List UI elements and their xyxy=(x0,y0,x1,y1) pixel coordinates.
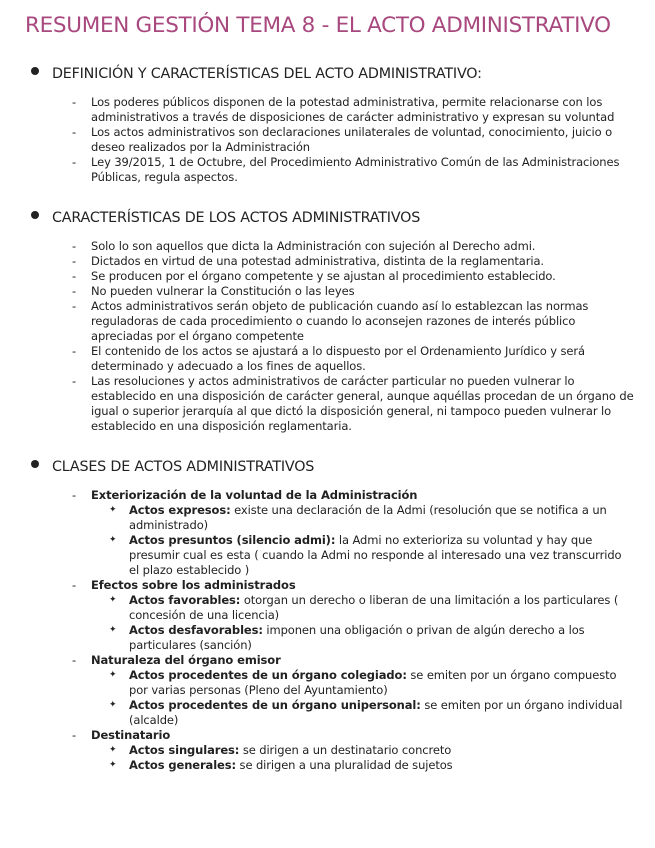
list-item: - Los actos administrativos son declaraciones unilaterales de voluntad, conocimiento, juicio o deseo realizados por la Administración xyxy=(72,125,613,154)
star-bullet-icon: ✦ xyxy=(109,670,117,680)
section-heading-clases xyxy=(25,456,635,476)
star-bullet-icon: ✦ xyxy=(109,595,117,605)
group-item xyxy=(72,653,635,728)
dash-bullet-icon: - xyxy=(72,95,77,109)
sub-list xyxy=(91,503,635,578)
sub-item: ✦ Actos favorables: otorgan un derecho o liberan de una limitación a los particulares ( concesión de una licencia) xyxy=(109,593,619,622)
list-item: - Se producen por el órgano competente y se ajustan al procedimiento establecido. xyxy=(72,269,556,283)
group-label: Efectos sobre los administrados xyxy=(91,578,296,592)
definicion-list xyxy=(25,95,635,185)
list-item: - Ley 39/2015, 1 de Octubre, del Procedimiento Administrativo Común de las Administraciones Públicas, regula aspectos. xyxy=(72,155,620,184)
dash-bullet-icon: - xyxy=(72,269,77,283)
group-label: Exteriorización de la voluntad de la Administración xyxy=(91,488,418,502)
section-heading-text: DEFINICIÓN Y CARACTERÍSTICAS DEL ACTO ADMINISTRATIVO: xyxy=(52,66,482,82)
dash-bullet-icon: - xyxy=(72,284,77,298)
group-item xyxy=(72,578,635,653)
dash-bullet-icon: - xyxy=(72,155,77,169)
sub-item: ✦ Actos expresos: existe una declaración de la Admi (resolución que se notifica a un administrado) xyxy=(109,503,607,532)
list-item: - El contenido de los actos se ajustará a lo dispuesto por el Ordenamiento Jurídico y será determinado y adecuado a los fines de aquellos. xyxy=(72,344,585,373)
group-item xyxy=(72,488,635,578)
group-label: Destinatario xyxy=(91,728,171,742)
list-item: - Los poderes públicos disponen de la potestad administrativa, permite relacionarse con los administrativos a través de disposiciones de carácter administrativo y expresan su voluntad xyxy=(72,95,615,124)
dash-bullet-icon: - xyxy=(72,239,77,253)
section-heading-definicion xyxy=(25,63,635,83)
sub-list xyxy=(91,593,635,653)
star-bullet-icon: ✦ xyxy=(109,505,117,515)
dash-bullet-icon: - xyxy=(72,299,77,313)
dash-bullet-icon: - xyxy=(72,488,77,502)
group-item xyxy=(72,728,635,773)
bullet-dot-icon xyxy=(31,67,39,75)
list-item: - Solo lo son aquellos que dicta la Administración con sujeción al Derecho admi. xyxy=(72,239,536,253)
section-heading-text: CARACTERÍSTICAS DE LOS ACTOS ADMINISTRATIVOS xyxy=(52,210,421,226)
dash-bullet-icon: - xyxy=(72,254,77,268)
star-bullet-icon: ✦ xyxy=(109,625,117,635)
bullet-dot-icon xyxy=(31,211,39,219)
sub-item: ✦ Actos procedentes de un órgano colegiado: se emiten por un órgano compuesto por varias personas (Pleno del Ayuntamiento) xyxy=(109,668,617,697)
caracteristicas-list xyxy=(25,239,635,434)
list-item: - Dictados en virtud de una potestad administrativa, distinta de la reglamentaria. xyxy=(72,254,544,268)
sub-item: ✦ Actos singulares: se dirigen a un destinatario concreto xyxy=(109,743,452,757)
sub-item: ✦ Actos desfavorables: imponen una obligación o privan de algún derecho a los particulares (sanción) xyxy=(109,623,585,652)
dash-bullet-icon: - xyxy=(72,344,77,358)
list-item: - No pueden vulnerar la Constitución o las leyes xyxy=(72,284,355,298)
clases-list xyxy=(25,488,635,773)
sub-item: ✦ Actos presuntos (silencio admi): la Admi no exterioriza su voluntad y hay que presumir cual es esta ( cuando la Admi no responde al interesado una vez transcurrido el plazo establecido ) xyxy=(109,533,622,577)
list-item: - Actos administrativos serán objeto de publicación cuando así lo establezcan las normas reguladoras de cada procedimiento o cuando lo aconsejen razones de interés público apreciadas por el órgano competente xyxy=(72,299,589,343)
dash-bullet-icon: - xyxy=(72,125,77,139)
star-bullet-icon: ✦ xyxy=(109,700,117,710)
list-item: - Las resoluciones y actos administrativos de carácter particular no pueden vulnerar lo establecido en una disposición de carácter general, aunque aquéllas procedan de un órgano de igual o superior jerarquía al que dictó la disposición general, ni tampoco pueden vulnerar lo establecido en una disposición reglamentaria. xyxy=(72,374,634,433)
star-bullet-icon: ✦ xyxy=(109,760,117,770)
sub-item: ✦ Actos procedentes de un órgano unipersonal: se emiten por un órgano individual (alcalde) xyxy=(109,698,623,727)
section-heading-caracteristicas xyxy=(25,207,635,227)
star-bullet-icon: ✦ xyxy=(109,745,117,755)
sub-list xyxy=(91,743,635,773)
dash-bullet-icon: - xyxy=(72,653,77,667)
bullet-dot-icon xyxy=(31,460,39,468)
page-title: RESUMEN GESTIÓN TEMA 8 - EL ACTO ADMINISTRATIVO xyxy=(25,13,611,38)
sub-list xyxy=(91,668,635,728)
dash-bullet-icon: - xyxy=(72,374,77,388)
sub-item: ✦ Actos generales: se dirigen a una pluralidad de sujetos xyxy=(109,758,453,772)
star-bullet-icon: ✦ xyxy=(109,535,117,545)
group-label: Naturaleza del órgano emisor xyxy=(91,653,281,667)
dash-bullet-icon: - xyxy=(72,578,77,592)
dash-bullet-icon: - xyxy=(72,728,77,742)
section-heading-text: CLASES DE ACTOS ADMINISTRATIVOS xyxy=(52,459,315,475)
